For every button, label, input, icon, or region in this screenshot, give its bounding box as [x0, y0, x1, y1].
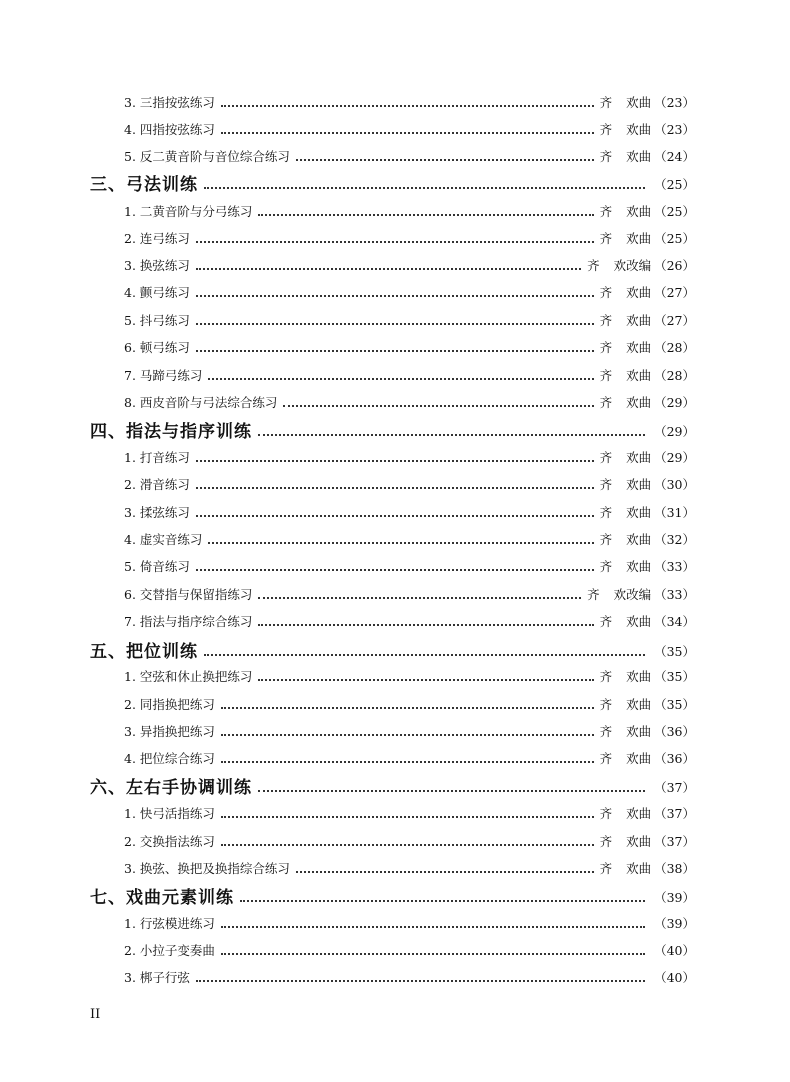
toc-section-page: （37） [654, 780, 695, 795]
toc-section-title: 三、弓法训练 [90, 175, 198, 195]
toc-entry-page: （27） [654, 313, 695, 328]
dot-leader [221, 953, 645, 955]
toc-entry [124, 119, 695, 141]
toc-entry-author: 齐 欢曲 [599, 724, 652, 739]
toc-entry-author: 齐 欢曲 [599, 505, 652, 520]
toc-entry-page: （35） [654, 697, 695, 712]
toc-entry-title: 7. 马蹄弓练习 [124, 368, 203, 383]
toc-entry-title: 4. 虚实音练习 [124, 532, 203, 547]
toc-entry [124, 913, 695, 935]
toc-entry [124, 474, 695, 496]
toc-entry-page: （24） [654, 149, 695, 164]
dot-leader [196, 460, 594, 462]
toc-entry [124, 611, 695, 633]
toc-entry [124, 146, 695, 168]
toc-entry-title: 5. 反二黄音阶与音位综合练习 [124, 149, 290, 164]
toc-entry-title: 3. 异指换把练习 [124, 724, 215, 739]
toc-entry-page: （25） [654, 231, 695, 246]
toc-entry-page: （32） [654, 532, 695, 547]
toc-entry-title: 7. 指法与指序综合练习 [124, 614, 253, 629]
toc-entry-page: （40） [654, 970, 695, 985]
toc-entry-title: 6. 顿弓练习 [124, 340, 190, 355]
dot-leader [240, 900, 645, 902]
toc-section-title: 五、把位训练 [90, 642, 198, 662]
dot-leader [221, 844, 594, 846]
toc-entry-page: （35） [654, 669, 695, 684]
toc-entry-author: 齐 欢曲 [599, 122, 652, 137]
toc-entry-author: 齐 欢曲 [599, 834, 652, 849]
toc-entry-title: 2. 同指换把练习 [124, 697, 215, 712]
toc-entry-title: 2. 交换指法练习 [124, 834, 215, 849]
toc-entry-title: 2. 连弓练习 [124, 231, 190, 246]
toc-entry [124, 967, 695, 989]
toc-entry-page: （25） [654, 204, 695, 219]
toc-section-page: （25） [654, 177, 695, 192]
dot-leader [296, 871, 594, 873]
toc-section-heading [90, 639, 695, 665]
toc-entry-page: （36） [654, 751, 695, 766]
toc-entry-title: 1. 打音练习 [124, 450, 190, 465]
toc-entry-page: （38） [654, 861, 695, 876]
toc-section-title: 四、指法与指序训练 [90, 422, 252, 442]
dot-leader [258, 790, 645, 792]
dot-leader [196, 569, 594, 571]
toc-entry-author: 齐 欢曲 [599, 559, 652, 574]
toc-entry [124, 337, 695, 359]
toc-entry [124, 447, 695, 469]
toc-entry-author: 齐 欢曲 [599, 204, 652, 219]
toc-entry-title: 3. 梆子行弦 [124, 970, 190, 985]
toc-entry-author: 齐 欢曲 [599, 340, 652, 355]
toc-entry [124, 940, 695, 962]
toc-entry [124, 666, 695, 688]
dot-leader [221, 105, 594, 107]
toc-entry-author: 齐 欢曲 [599, 614, 652, 629]
toc-entry-title: 1. 二黄音阶与分弓练习 [124, 204, 253, 219]
dot-leader [221, 734, 594, 736]
toc-entry [124, 584, 695, 606]
toc-entry [124, 201, 695, 223]
toc-entry-author: 齐 欢曲 [599, 95, 652, 110]
toc-entry-title: 6. 交替指与保留指练习 [124, 587, 253, 602]
dot-leader [196, 980, 645, 982]
toc-entry-page: （28） [654, 340, 695, 355]
toc-entry-page: （39） [654, 916, 695, 931]
toc-section-heading [90, 419, 695, 445]
toc-entry [124, 365, 695, 387]
toc-entry-title: 3. 换弦练习 [124, 258, 190, 273]
dot-leader [221, 926, 645, 928]
toc-entry-page: （23） [654, 95, 695, 110]
toc-entry-author: 齐 欢曲 [599, 697, 652, 712]
toc-entry-page: （40） [654, 943, 695, 958]
toc-section-page: （35） [654, 644, 695, 659]
toc-entry [124, 282, 695, 304]
toc-entry-title: 3. 揉弦练习 [124, 505, 190, 520]
toc-entry-author: 齐 欢改编 [587, 587, 652, 602]
toc-entry [124, 858, 695, 880]
toc-section-page: （39） [654, 890, 695, 905]
dot-leader [196, 487, 594, 489]
toc-section-heading [90, 775, 695, 801]
toc-entry-page: （34） [654, 614, 695, 629]
dot-leader [196, 241, 594, 243]
toc-entry [124, 529, 695, 551]
toc-entry-author: 齐 欢曲 [599, 231, 652, 246]
toc-entry [124, 255, 695, 277]
toc-entry [124, 831, 695, 853]
toc-entry-title: 5. 抖弓练习 [124, 313, 190, 328]
toc-entry-author: 齐 欢曲 [599, 806, 652, 821]
toc-entry-title: 3. 换弦、换把及换指综合练习 [124, 861, 290, 876]
toc-entry [124, 92, 695, 114]
page-number: II [90, 1007, 101, 1022]
toc-entry-title: 4. 颤弓练习 [124, 285, 190, 300]
toc-entry-title: 2. 滑音练习 [124, 477, 190, 492]
toc-entry-author: 齐 欢曲 [599, 368, 652, 383]
toc-entry-page: （36） [654, 724, 695, 739]
toc-entry-page: （28） [654, 368, 695, 383]
toc-entry-author: 齐 欢曲 [599, 532, 652, 547]
toc-entry-author: 齐 欢曲 [599, 285, 652, 300]
toc-entry [124, 748, 695, 770]
toc-entry-page: （37） [654, 806, 695, 821]
dot-leader [208, 378, 593, 380]
toc-entry-title: 4. 把位综合练习 [124, 751, 215, 766]
toc-entry-title: 4. 四指按弦练习 [124, 122, 215, 137]
toc-entry-author: 齐 欢改编 [587, 258, 652, 273]
toc-entry-page: （31） [654, 505, 695, 520]
toc-entry-author: 齐 欢曲 [599, 751, 652, 766]
toc-entry-title: 2. 小拉子变奏曲 [124, 943, 215, 958]
toc-entry [124, 392, 695, 414]
toc-section-title: 七、戏曲元素训练 [90, 888, 234, 908]
toc-entry-title: 3. 三指按弦练习 [124, 95, 215, 110]
dot-leader [221, 816, 594, 818]
toc-entry-title: 1. 快弓活指练习 [124, 806, 215, 821]
dot-leader [196, 515, 594, 517]
toc-entry [124, 694, 695, 716]
toc-entry [124, 228, 695, 250]
toc-entry-author: 齐 欢曲 [599, 477, 652, 492]
dot-leader [196, 268, 581, 270]
toc-entry-author: 齐 欢曲 [599, 450, 652, 465]
dot-leader [196, 350, 594, 352]
toc-entry-title: 1. 行弦模进练习 [124, 916, 215, 931]
toc-entry [124, 502, 695, 524]
toc-entry-author: 齐 欢曲 [599, 861, 652, 876]
toc-entry [124, 721, 695, 743]
toc-entry-author: 齐 欢曲 [599, 149, 652, 164]
toc-entry-page: （29） [654, 395, 695, 410]
toc-entry-author: 齐 欢曲 [599, 395, 652, 410]
toc-entry [124, 310, 695, 332]
dot-leader [221, 707, 594, 709]
toc-entry-page: （29） [654, 450, 695, 465]
dot-leader [221, 761, 594, 763]
dot-leader [258, 624, 593, 626]
toc-entry-author: 齐 欢曲 [599, 313, 652, 328]
toc-entry-title: 8. 西皮音阶与弓法综合练习 [124, 395, 278, 410]
toc-entry-page: （23） [654, 122, 695, 137]
dot-leader [196, 323, 594, 325]
toc-section-heading [90, 172, 695, 198]
dot-leader [258, 679, 593, 681]
dot-leader [296, 159, 594, 161]
dot-leader [204, 654, 645, 656]
dot-leader [208, 542, 593, 544]
toc-entry-page: （37） [654, 834, 695, 849]
toc-section-title: 六、左右手协调训练 [90, 778, 252, 798]
toc-entry-title: 1. 空弦和休止换把练习 [124, 669, 253, 684]
dot-leader [196, 295, 594, 297]
toc-entry [124, 556, 695, 578]
toc-entry-page: （33） [654, 559, 695, 574]
toc-section-page: （29） [654, 424, 695, 439]
dot-leader [258, 434, 645, 436]
toc-entry-author: 齐 欢曲 [599, 669, 652, 684]
toc-entry-title: 5. 倚音练习 [124, 559, 190, 574]
toc-section-heading [90, 885, 695, 911]
dot-leader [283, 405, 593, 407]
toc-entry-page: （30） [654, 477, 695, 492]
toc-entry [124, 803, 695, 825]
dot-leader [258, 214, 593, 216]
toc-entry-page: （27） [654, 285, 695, 300]
toc-entry-page: （33） [654, 587, 695, 602]
dot-leader [258, 597, 581, 599]
toc-entry-page: （26） [654, 258, 695, 273]
dot-leader [221, 132, 594, 134]
dot-leader [204, 187, 645, 189]
